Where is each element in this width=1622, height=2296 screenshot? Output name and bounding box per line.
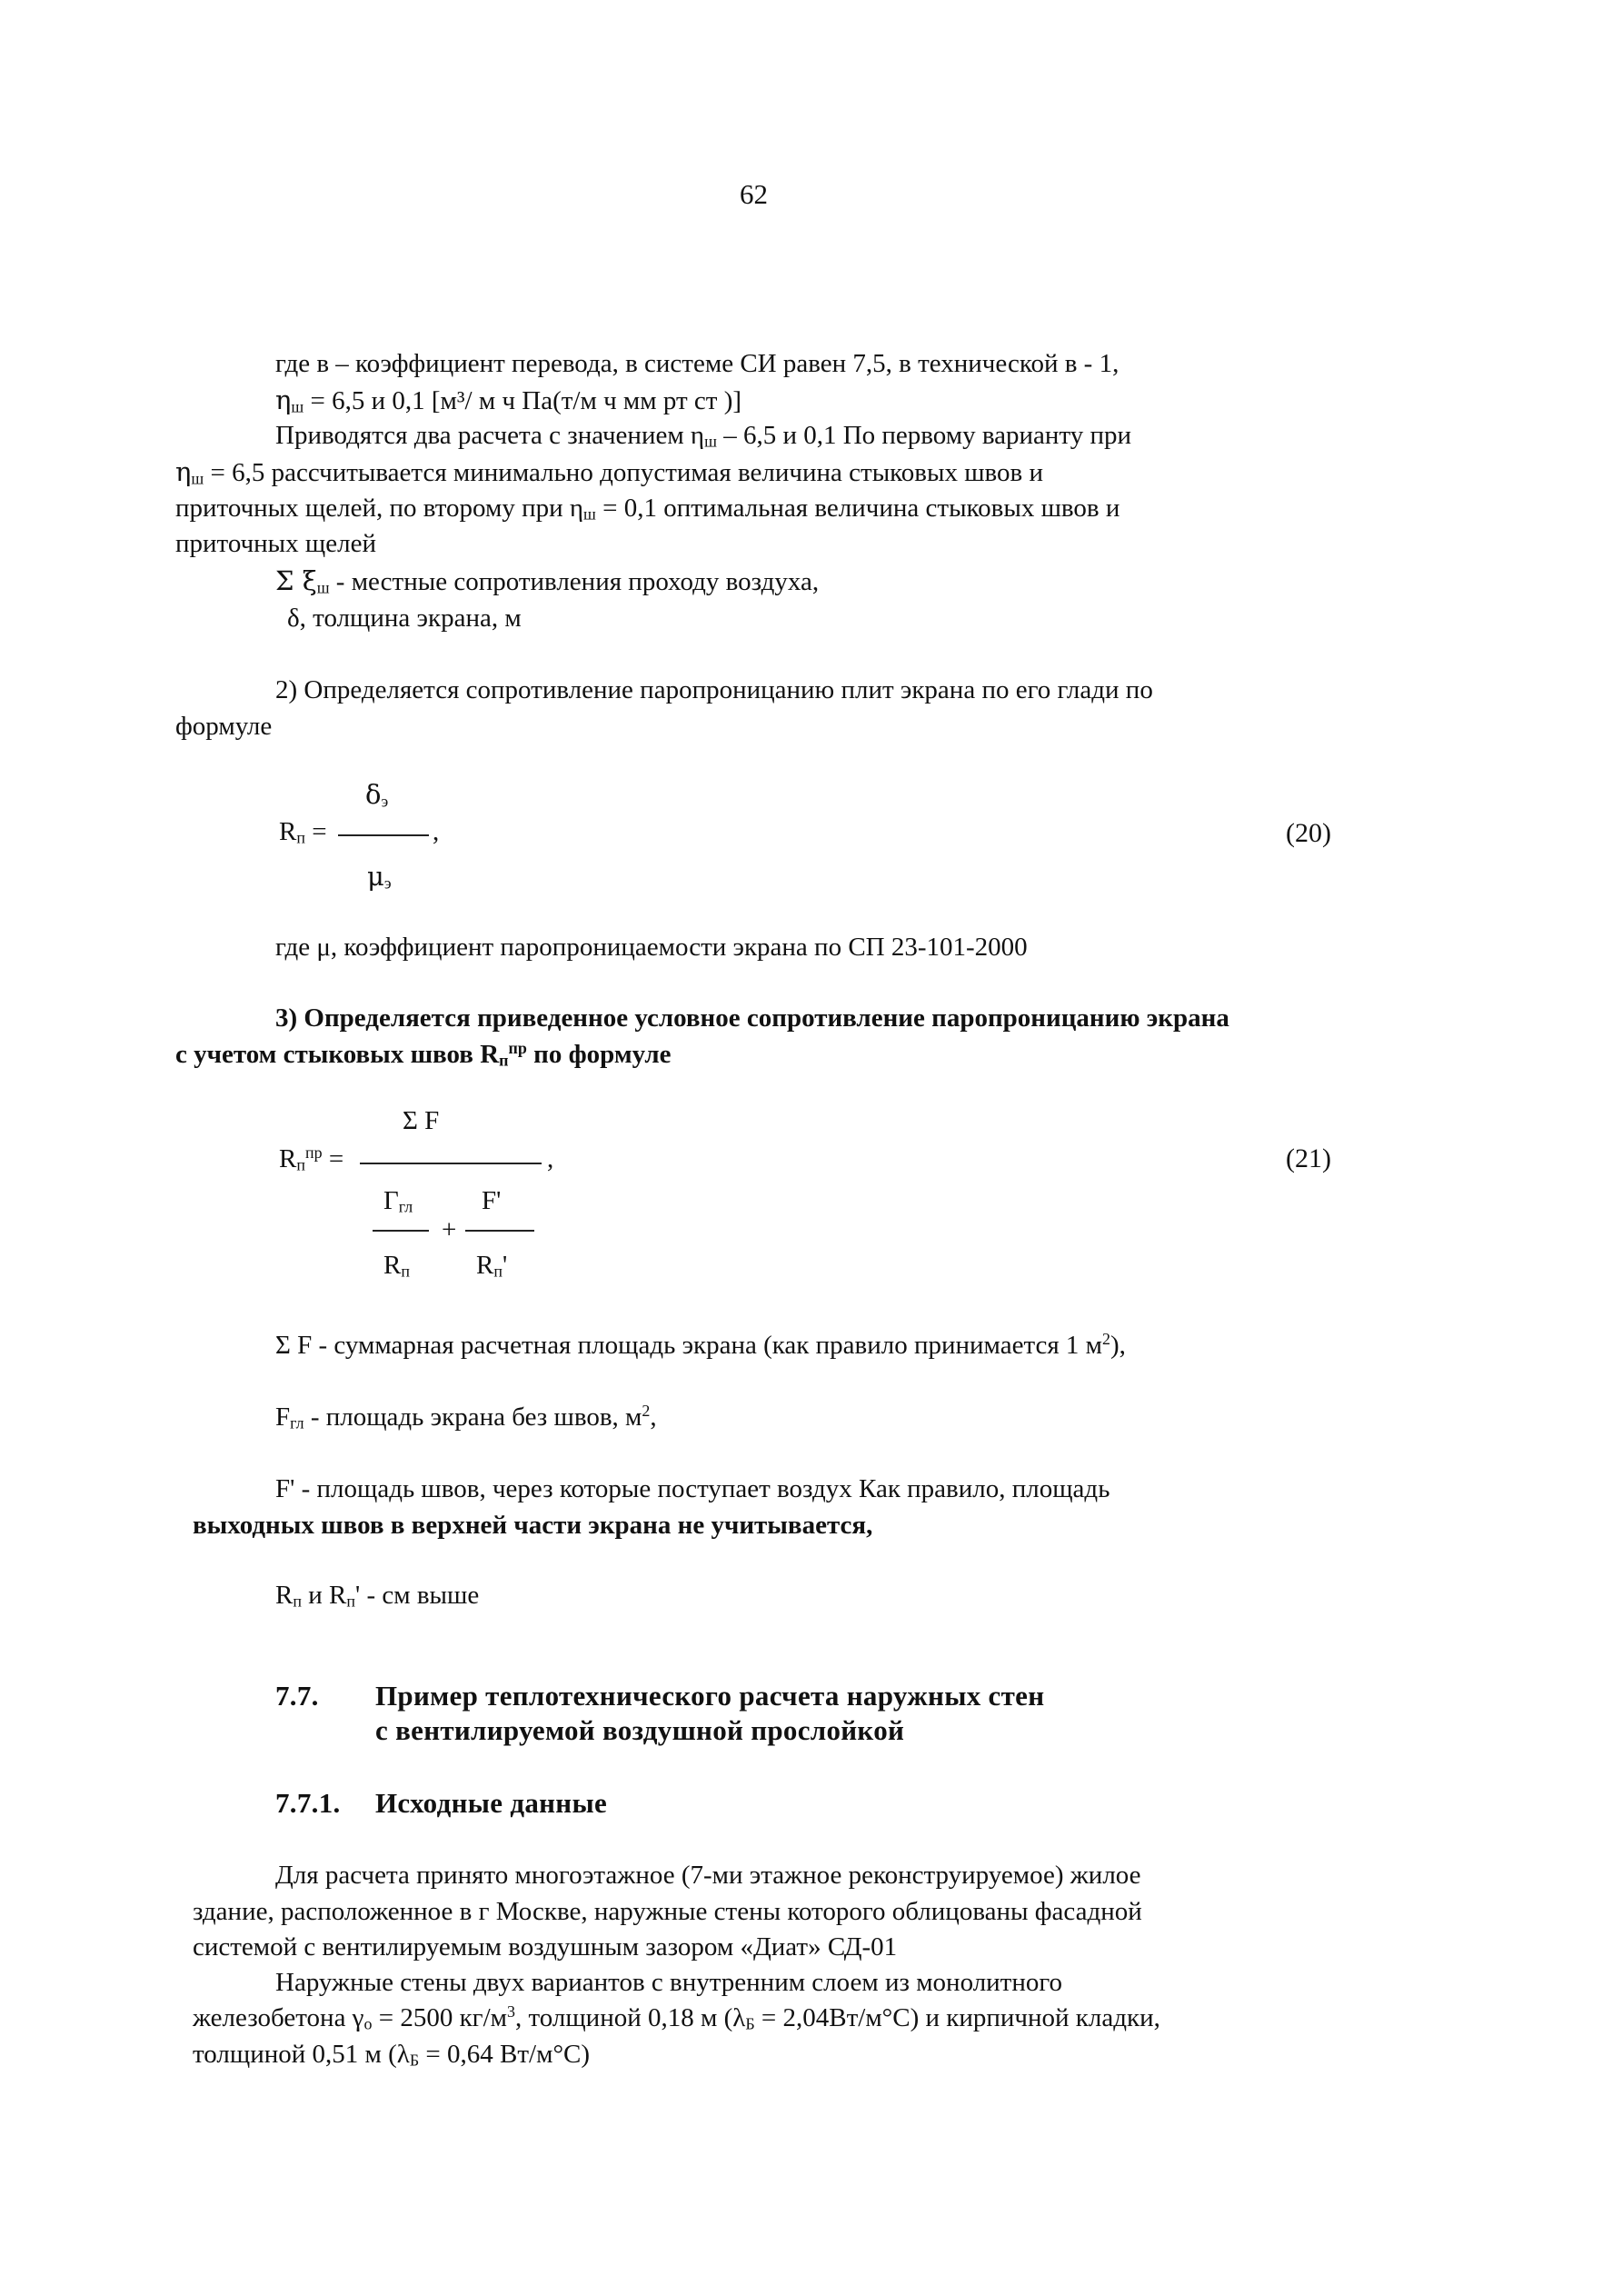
equation-number: (21) — [1286, 1143, 1331, 1173]
formula-numerator: Σ F — [403, 1106, 440, 1135]
section-number: 7.7. — [275, 1680, 319, 1712]
body-text: Для расчета принято многоэтажное (7-ми этажное реконструируемое) жилое — [275, 1861, 1141, 1890]
paragraph-text: – 6,5 и 0,1 По первому варианту при — [716, 421, 1132, 450]
text-line — [175, 527, 376, 560]
text-line — [175, 492, 1119, 524]
text-line: $F_{гл}$ - площадь экрана без швов, $м^2$, — [275, 1402, 657, 1433]
text-line — [275, 931, 1028, 963]
body-text: здание, расположенное в г Москве, наружные стены которого облицованы фасадной — [193, 1897, 1142, 1926]
text-line — [275, 419, 1341, 452]
formula-denominator: $\mu_э$ — [367, 861, 392, 893]
body-text: системой с вентилируемым воздушным зазором «Диат» СД-01 — [193, 1932, 898, 1962]
formula-lhs: $R_п^{пр}$ = — [279, 1143, 344, 1174]
text-line — [193, 1895, 1142, 1928]
subscript: ш — [316, 578, 330, 597]
text-line — [275, 1859, 1141, 1892]
text-line — [275, 384, 741, 417]
fraction-bar — [338, 834, 429, 836]
text-line — [275, 1472, 1110, 1505]
subscript: ш — [704, 432, 717, 451]
paragraph-text: по формуле — [526, 1040, 672, 1069]
paragraph-text: = 0,1 оптимальная величина стыковых швов и — [595, 494, 1120, 523]
definition-text: Σ F - суммарная расчетная площадь экрана (как правило принимается 1 м — [275, 1331, 1103, 1360]
subscript: ш — [191, 469, 204, 488]
subsection-number: 7.7.1. — [275, 1787, 341, 1819]
sum-xi-symbol: Σ ξ — [275, 565, 317, 596]
text-line — [275, 347, 1119, 380]
subscript: ш — [291, 397, 304, 416]
paragraph-text: с учетом стыковых швов R — [175, 1040, 500, 1069]
intro-line1: где в – коэффициент перевода, в системе СИ равен 7,5, в технической в - 1, — [275, 349, 1119, 378]
paragraph-text: = 6,5 рассчитывается минимально допустимая величина стыковых швов и — [204, 458, 1044, 487]
text-line — [193, 1509, 872, 1542]
fraction-bar — [360, 1163, 542, 1164]
fraction-bar — [373, 1230, 429, 1232]
text-line — [287, 602, 522, 634]
text-line: Σ F - суммарная расчетная площадь экрана (как правило принимается 1 $м^2$), — [275, 1330, 1126, 1360]
formula-numerator: $\delta_э$ — [365, 779, 389, 811]
paragraph-text: Приводятся два расчета с значением η — [275, 421, 705, 450]
page-number: 62 — [740, 178, 768, 210]
text-line — [275, 1002, 1229, 1034]
paragraph-text: приточных щелей — [175, 529, 376, 558]
section-title: с вентилируемой воздушной прослойкой — [375, 1714, 905, 1746]
eta-symbol: η — [175, 456, 192, 487]
text-line — [175, 455, 1043, 489]
equation-number: (20) — [1286, 818, 1331, 848]
eta-symbol: η — [275, 384, 292, 415]
formula-comma: , — [547, 1144, 554, 1173]
step2-line1: 2) Определяется сопротивление паропроницанию плит экрана по его глади по — [275, 675, 1153, 704]
definition-text: - местные сопротивления проходу воздуха, — [329, 567, 820, 596]
section-title: Пример теплотехнического расчета наружных стен — [375, 1680, 1045, 1712]
subsection-title: Исходные данные — [375, 1787, 608, 1819]
body-text: толщиной 0,51 м (λ — [193, 2040, 410, 2069]
step2-line2: формуле — [175, 712, 273, 741]
plus-sign: + — [442, 1215, 457, 1244]
definition-text: - площадь экрана без швов, м — [304, 1403, 642, 1432]
text-line — [275, 674, 1153, 706]
intro-line2: = 6,5 и 0,1 [м³/ м ч Па(т/м ч мм рт ст )] — [304, 386, 742, 415]
sub-fraction-numerator: F' — [482, 1186, 502, 1215]
text-line: железобетона $\gamma_о = 2500$ $кг/м^3$, толщиной 0,18 м $(\lambda_Б = 2,04Вт/м^\circ С)$ и кирпичной кладки, — [193, 2002, 1160, 2033]
text-line — [275, 564, 819, 598]
sub-fraction-denominator: $R_п$ — [383, 1251, 410, 1281]
definition-text: ' - см выше — [354, 1581, 480, 1610]
text-line: $R_п$ и $R_п'$ - см выше — [275, 1581, 480, 1611]
text-line — [275, 1966, 1062, 1999]
body-text: Наружные стены двух вариантов с внутренним слоем из монолитного — [275, 1968, 1063, 1997]
formula-comma: , — [433, 817, 440, 846]
fraction-bar — [465, 1230, 534, 1232]
text-line — [193, 1931, 897, 1963]
definition-text: δ, толщина экрана, м — [287, 604, 522, 633]
step3-line1: 3) Определяется приведенное условное сопротивление паропроницанию экрана — [275, 1003, 1229, 1033]
body-text: железобетона γ — [193, 2003, 364, 2032]
subscript: ш — [583, 504, 596, 524]
text-line: с учетом стыковых швов $R_п^{пр}$ по формуле — [175, 1039, 672, 1070]
sub-fraction-denominator: $R_п'$ — [476, 1251, 508, 1281]
text-line — [175, 710, 272, 743]
definition-text: F' - площадь швов, через которые поступает воздух Как правило, площадь — [275, 1474, 1110, 1503]
sub-fraction-numerator: $Г_{гл}$ — [383, 1186, 413, 1216]
step2-note: где μ, коэффициент паропроницаемости экрана по СП 23-101-2000 — [275, 933, 1028, 962]
definition-text: выходных швов в верхней части экрана не учитывается, — [193, 1511, 873, 1540]
paragraph-text: приточных щелей, по второму при η — [175, 494, 584, 523]
formula-lhs: $R_п$ = — [279, 817, 327, 847]
text-line: толщиной 0,51 м ($\lambda_Б = 0,64$ Вт/м°С) — [193, 2040, 591, 2070]
